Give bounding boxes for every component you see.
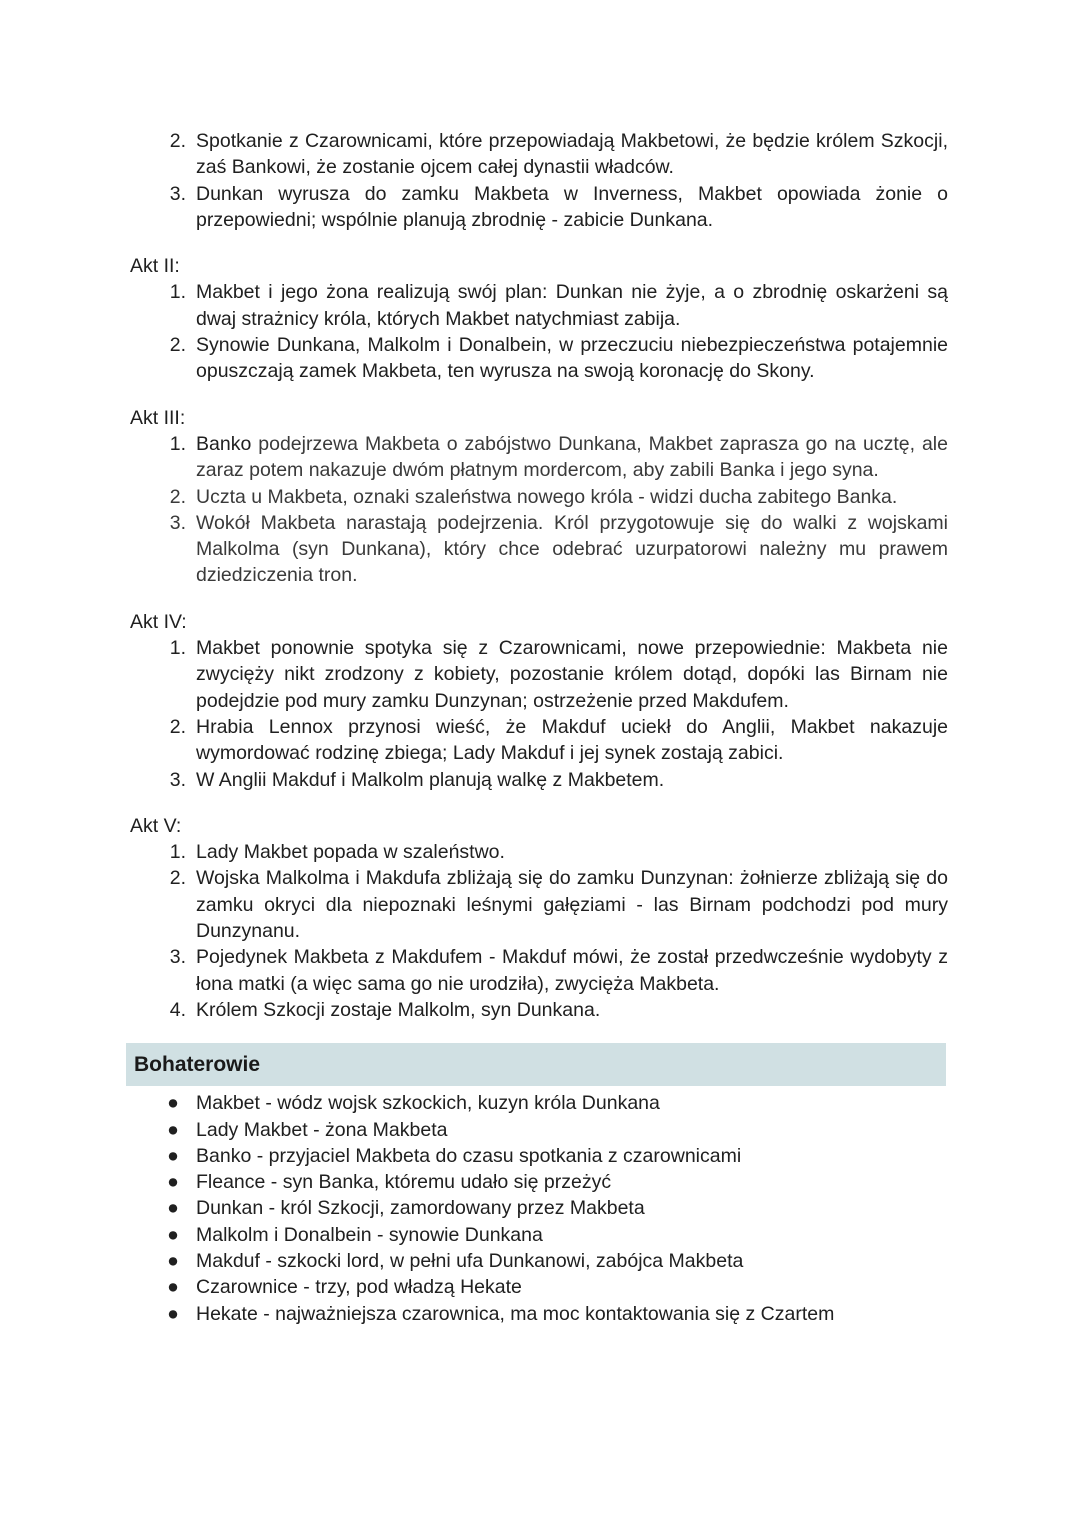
list-item-text: Hrabia Lennox przynosi wieść, że Makduf uciekł do Anglii, Makbet nakazuje wymordować rodzinę zbiega; Lady Makduf i jej synek zostają zabici. <box>196 715 948 765</box>
bullet-icon: ● <box>167 1171 179 1194</box>
list-number: 2. <box>169 334 186 357</box>
list-item <box>130 997 948 1023</box>
bullet-icon: ● <box>167 1249 179 1272</box>
akt-v-list <box>130 839 948 1023</box>
list-item-text: Fleance - syn Banka, któremu udało się przeżyć <box>196 1171 612 1194</box>
bohaterowie-list <box>130 1090 948 1327</box>
list-item <box>130 635 948 714</box>
list-item-text: Uczta u Makbeta, oznaki szaleństwa nowego króla - widzi ducha zabitego Banka. <box>196 485 898 508</box>
akt-ii-label: Akt II: <box>130 255 180 278</box>
list-item-text: Hekate - najważniejsza czarownica, ma moc kontaktowania się z Czartem <box>196 1302 835 1325</box>
list-number: 1. <box>169 637 186 660</box>
section-header-bohaterowie: Bohaterowie <box>126 1043 946 1086</box>
list-number: 1. <box>169 281 186 304</box>
list-item-text: Lady Makbet - żona Makbeta <box>196 1118 448 1141</box>
list-number: 3. <box>169 946 186 969</box>
list-item <box>130 865 948 944</box>
list-item-text: Dunkan wyrusza do zamku Makbeta w Inverness, Makbet opowiada żonie o przepowiedni; wspólnie planują zbrodnię - zabicie Dunkana. <box>196 182 948 231</box>
akt-iv-label: Akt IV: <box>130 610 187 633</box>
list-item <box>130 1117 948 1143</box>
list-item <box>130 839 948 865</box>
list-item-text: Synowie Dunkana, Malkolm i Donalbein, w przeczuciu niebezpieczeństwa potajemnie opuszczają zamek Makbeta, ten wyrusza na swoją koronację do Skony. <box>196 334 948 383</box>
list-number: 1. <box>169 432 186 455</box>
bullet-icon: ● <box>167 1197 179 1220</box>
akt-i-list <box>130 128 948 233</box>
document-page <box>130 128 948 1327</box>
list-item <box>130 181 948 234</box>
bullet-icon: ● <box>167 1144 179 1167</box>
list-item-lead: Banko <box>196 432 252 455</box>
list-number: 2. <box>169 715 186 738</box>
list-item <box>130 944 948 997</box>
list-number: 3. <box>169 768 186 791</box>
list-item-text: podejrzewa Makbeta o zabójstwo Dunkana, Makbet zaprasza go na ucztę, ale zaraz potem nakazuje dwóm płatnym mordercom, aby zabili Banka i jego syna. <box>196 432 948 482</box>
list-item <box>130 1143 948 1169</box>
akt-iii-list <box>130 431 948 589</box>
list-number: 2. <box>169 867 186 890</box>
list-number: 2. <box>169 130 186 152</box>
list-item-text: Makbet i jego żona realizują swój plan: Dunkan nie żyje, a o zbrodnię oskarżeni są dwaj strażnicy króla, których Makbet natychmiast zabija. <box>196 281 948 330</box>
list-item-text: Makbet ponownie spotyka się z Czarownicami, nowe przepowiednie: Makbeta nie zwycięży nikt zrodzony z kobiety, pozostanie królem dotąd, dopóki las Birnam nie podejdzie pod mury zamku Dunzynan; ostrzeżenie przed Makdufem. <box>196 637 948 712</box>
list-item <box>130 1090 948 1116</box>
list-item <box>130 714 948 767</box>
list-number: 3. <box>169 182 186 205</box>
bullet-icon: ● <box>167 1118 179 1141</box>
akt-iv-list <box>130 635 948 793</box>
list-item <box>130 1222 948 1248</box>
list-item-text: Lady Makbet popada w szaleństwo. <box>196 841 505 864</box>
list-item-text: Makduf - szkocki lord, w pełni ufa Dunkanowi, zabójca Makbeta <box>196 1249 744 1272</box>
list-item <box>130 332 948 385</box>
list-item <box>130 1274 948 1300</box>
list-item <box>130 1169 948 1195</box>
list-item <box>130 1301 948 1327</box>
list-number: 4. <box>169 998 186 1021</box>
list-item-text: Malkolm i Donalbein - synowie Dunkana <box>196 1223 543 1246</box>
list-item-text: Banko - przyjaciel Makbeta do czasu spotkania z czarownicami <box>196 1144 742 1167</box>
list-item-text: Czarownice - trzy, pod władzą Hekate <box>196 1276 522 1299</box>
bullet-icon: ● <box>167 1092 179 1115</box>
list-item <box>130 510 948 589</box>
akt-iii-label: Akt III: <box>130 406 186 429</box>
list-item <box>130 431 948 484</box>
list-item-text: Makbet - wódz wojsk szkockich, kuzyn króla Dunkana <box>196 1092 660 1115</box>
akt-v-label: Akt V: <box>130 814 182 837</box>
list-number: 2. <box>169 485 186 508</box>
akt-ii-list <box>130 279 948 384</box>
bullet-icon: ● <box>167 1276 179 1299</box>
list-item-text: Dunkan - król Szkocji, zamordowany przez Makbeta <box>196 1197 645 1220</box>
list-item-text: W Anglii Makduf i Malkolm planują walkę z Makbetem. <box>196 768 665 791</box>
list-item <box>130 128 948 181</box>
list-item <box>130 767 948 793</box>
list-item <box>130 484 948 510</box>
list-item-text: Wokół Makbeta narastają podejrzenia. Król przygotowuje się do walki z wojskami Malkolma (syn Dunkana), który chce odebrać uzurpatorowi należny mu prawem dziedziczenia tron. <box>196 511 948 587</box>
bullet-icon: ● <box>167 1223 179 1246</box>
list-item-text: Królem Szkocji zostaje Malkolm, syn Dunkana. <box>196 998 601 1021</box>
list-item-text: Spotkanie z Czarownicami, które przepowiadają Makbetowi, że będzie królem Szkocji, zaś Bankowi, że zostanie ojcem całej dynastii władców. <box>196 130 948 179</box>
list-item-text: Pojedynek Makbeta z Makdufem - Makduf mówi, że został przedwcześnie wydobyty z łona matki (a więc sama go nie urodziła), zwycięża Makbeta. <box>196 946 948 995</box>
list-item <box>130 279 948 332</box>
list-item <box>130 1248 948 1274</box>
list-item-text: Wojska Malkolma i Makdufa zbliżają się do zamku Dunzynan: żołnierze zbliżają się do zamku okryci dla niepoznaki leśnymi gałęziami - las Birnam podchodzi pod mury Dunzynanu. <box>196 867 948 943</box>
bullet-icon: ● <box>167 1302 179 1325</box>
list-number: 1. <box>169 841 186 864</box>
list-item <box>130 1195 948 1221</box>
list-number: 3. <box>169 511 186 534</box>
